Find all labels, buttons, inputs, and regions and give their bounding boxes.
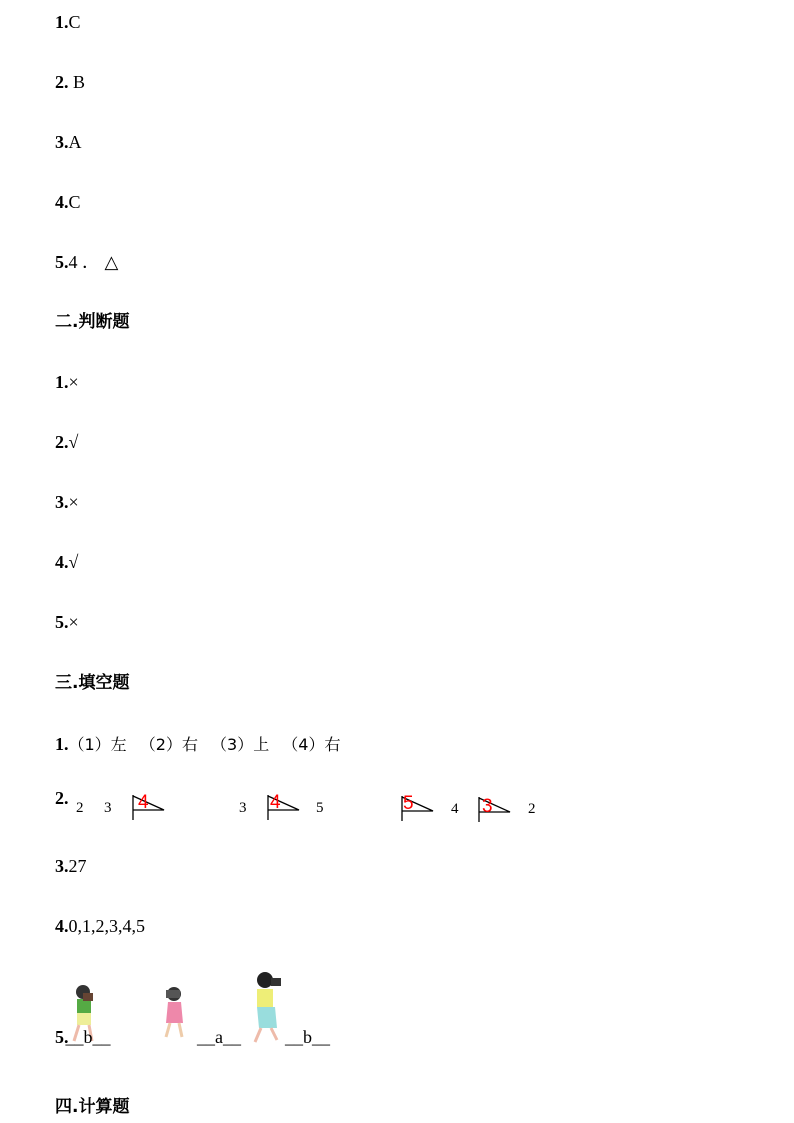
section-heading: 四.计算题 [55, 1097, 130, 1117]
flag-answer: 3 [482, 796, 493, 817]
num: 5. [55, 252, 69, 272]
answer: 0,1,2,3,4,5 [68, 916, 145, 936]
choice-1 [55, 12, 81, 32]
flag-answer: 5 [403, 793, 414, 814]
num: 4. [55, 552, 69, 572]
answer: A [68, 132, 82, 152]
blank-answer: __b__ [65, 1027, 111, 1047]
girl-photographer-image [247, 970, 287, 1046]
judge-4 [55, 552, 78, 572]
fill-4 [55, 916, 145, 936]
answer: C [68, 192, 81, 212]
seq-number: 3 [104, 800, 112, 816]
girl-photographer-image [160, 985, 190, 1041]
judge-2 [55, 432, 78, 452]
blank-answer: __b__ [285, 1027, 330, 1047]
answer: B [68, 72, 86, 92]
num: 5. [55, 1027, 69, 1047]
section-heading: 二.判断题 [55, 312, 130, 332]
seq-number: 2 [76, 800, 84, 816]
num: 3. [55, 132, 69, 152]
num: 2. [55, 432, 69, 452]
answer: 27 [68, 856, 87, 876]
seq-number: 5 [316, 800, 324, 816]
answer: C [68, 12, 81, 32]
fill-3 [55, 856, 87, 876]
choice-4 [55, 192, 81, 212]
num: 2. [55, 72, 69, 92]
num: 4. [55, 916, 69, 936]
answer: （1）左 （2）右 （3）上 （4）右 [68, 735, 341, 754]
judge-3 [55, 492, 79, 512]
num: 3. [55, 492, 69, 512]
section-heading: 三.填空题 [55, 673, 130, 693]
num: 1. [55, 372, 69, 392]
num: 5. [55, 612, 69, 632]
num: 4. [55, 192, 69, 212]
answer: 4 ． △ [68, 252, 119, 272]
choice-5 [55, 252, 118, 272]
num: 1. [55, 734, 69, 754]
seq-number: 2 [528, 801, 536, 817]
seq-number: 3 [239, 800, 247, 816]
answer: × [68, 612, 79, 632]
seq-number: 4 [451, 801, 459, 817]
choice-3 [55, 132, 82, 152]
answer: × [68, 492, 79, 512]
answer: √ [68, 552, 79, 572]
fill-5 [55, 1027, 111, 1047]
flag-answer: 4 [138, 792, 149, 813]
answer: √ [68, 432, 79, 452]
num: 3. [55, 856, 69, 876]
fill-1 [55, 734, 340, 755]
judge-5 [55, 612, 79, 632]
fill-2-num: 2. [55, 788, 69, 808]
flag-answer: 4 [270, 792, 281, 813]
answer: × [68, 372, 79, 392]
choice-2 [55, 72, 85, 92]
blank-answer: __a__ [197, 1027, 241, 1047]
judge-1 [55, 372, 79, 392]
num: 1. [55, 12, 69, 32]
